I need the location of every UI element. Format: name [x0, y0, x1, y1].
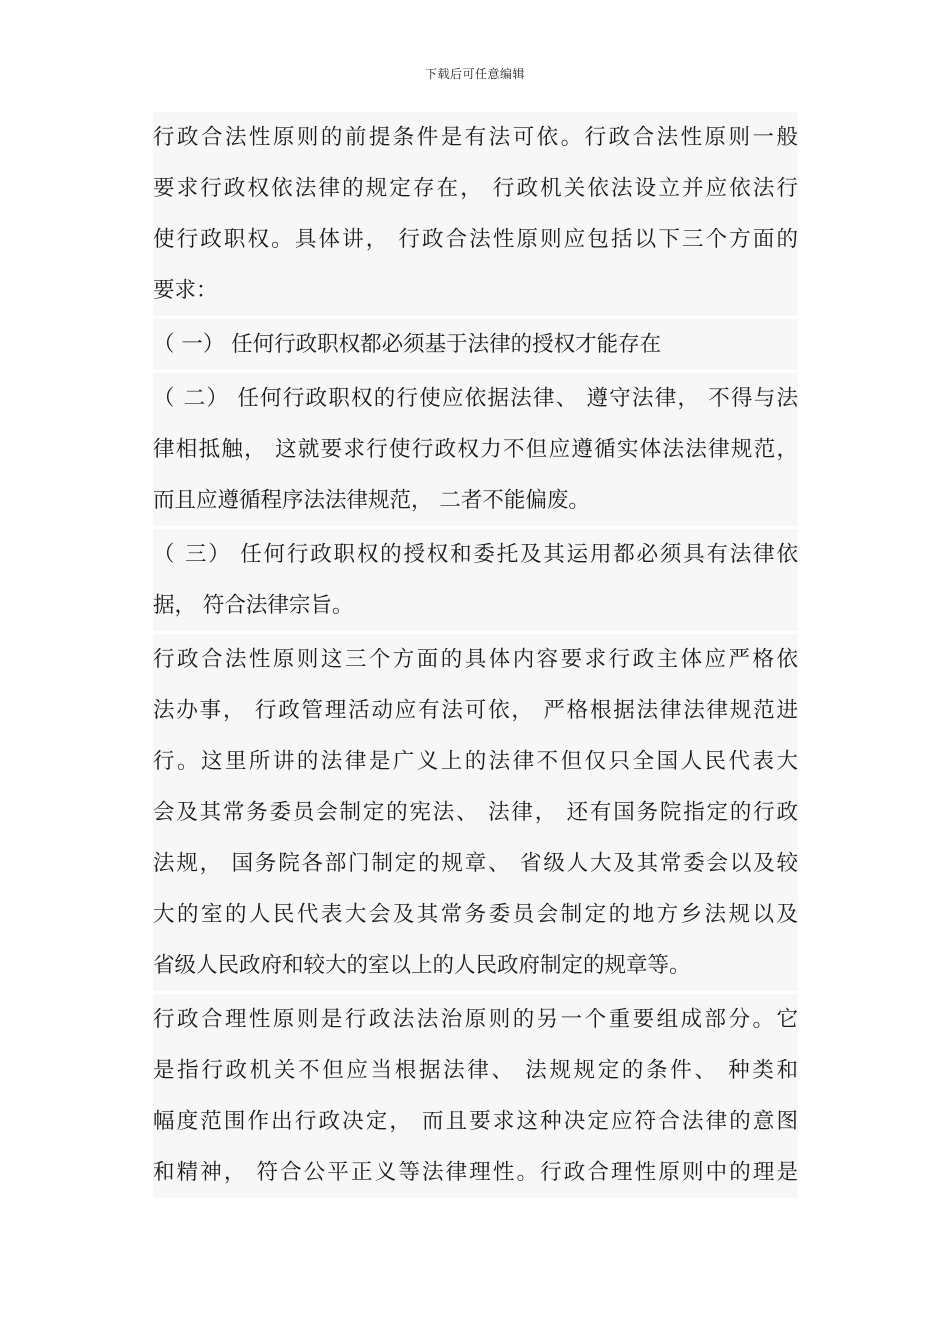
text-line: 行政合理性原则是行政法法治原则的另一个重要组成部分。它 [153, 1007, 798, 1032]
text-line: 行政合法性原则的前提条件是有法可依。行政合法性原则一般 [153, 125, 798, 150]
text-line: 省级人民政府和较大的室以上的人民政府制定的规章等。 [153, 953, 691, 978]
text-line: 幅度范围作出行政决定， 而且要求这种决定应符合法律的意图 [153, 1109, 798, 1134]
text-line: 据， 符合法律宗旨。 [153, 593, 354, 618]
text-line: （ 三） 任何行政职权的授权和委托及其运用都必须具有法律依 [153, 542, 798, 567]
text-line: 使行政职权。具体讲， 行政合法性原则应包括以下三个方面的 [153, 227, 798, 252]
paragraph-5 [153, 634, 798, 991]
page-header: 下载后可任意编辑 [424, 67, 525, 81]
text-line: 法办事， 行政管理活动应有法可依， 严格根据法律法律规范进 [153, 698, 798, 723]
text-line: 而且应遵循程序法法律规范， 二者不能偏废。 [153, 488, 590, 513]
text-line: 要求： [153, 278, 218, 303]
text-line: 会及其常务委员会制定的宪法、 法律， 还有国务院指定的行政 [153, 800, 798, 825]
text-line: 法规， 国务院各部门制定的规章、 省级人大及其常委会以及较 [153, 851, 798, 876]
text-line: 大的室的人民代表大会及其常务委员会制定的地方乡法规以及 [153, 902, 798, 927]
document-body [153, 112, 798, 1201]
text-line: 行政合法性原则这三个方面的具体内容要求行政主体应严格依 [153, 647, 798, 672]
text-line: 行。这里所讲的法律是广义上的法律不但仅只全国人民代表大 [153, 749, 798, 774]
paragraph-2 [153, 319, 798, 370]
text-line: （ 一） 任何行政职权都必须基于法律的授权才能存在 [153, 332, 662, 357]
text-line: 是指行政机关不但应当根据法律、 法规规定的条件、 种类和 [153, 1058, 798, 1083]
paragraph-6 [153, 994, 798, 1198]
text-line: 和精神， 符合公平正义等法律理性。行政合理性原则中的理是 [153, 1160, 798, 1185]
text-line: 律相抵触， 这就要求行使行政权力不但应遵循实体法法律规范， [153, 437, 798, 462]
paragraph-3 [153, 373, 798, 526]
paragraph-1 [153, 112, 798, 316]
text-line: 要求行政权依法律的规定存在， 行政机关依法设立并应依法行 [153, 176, 798, 201]
text-line: （ 二） 任何行政职权的行使应依据法律、 遵守法律， 不得与法 [153, 386, 798, 411]
paragraph-4 [153, 529, 798, 631]
